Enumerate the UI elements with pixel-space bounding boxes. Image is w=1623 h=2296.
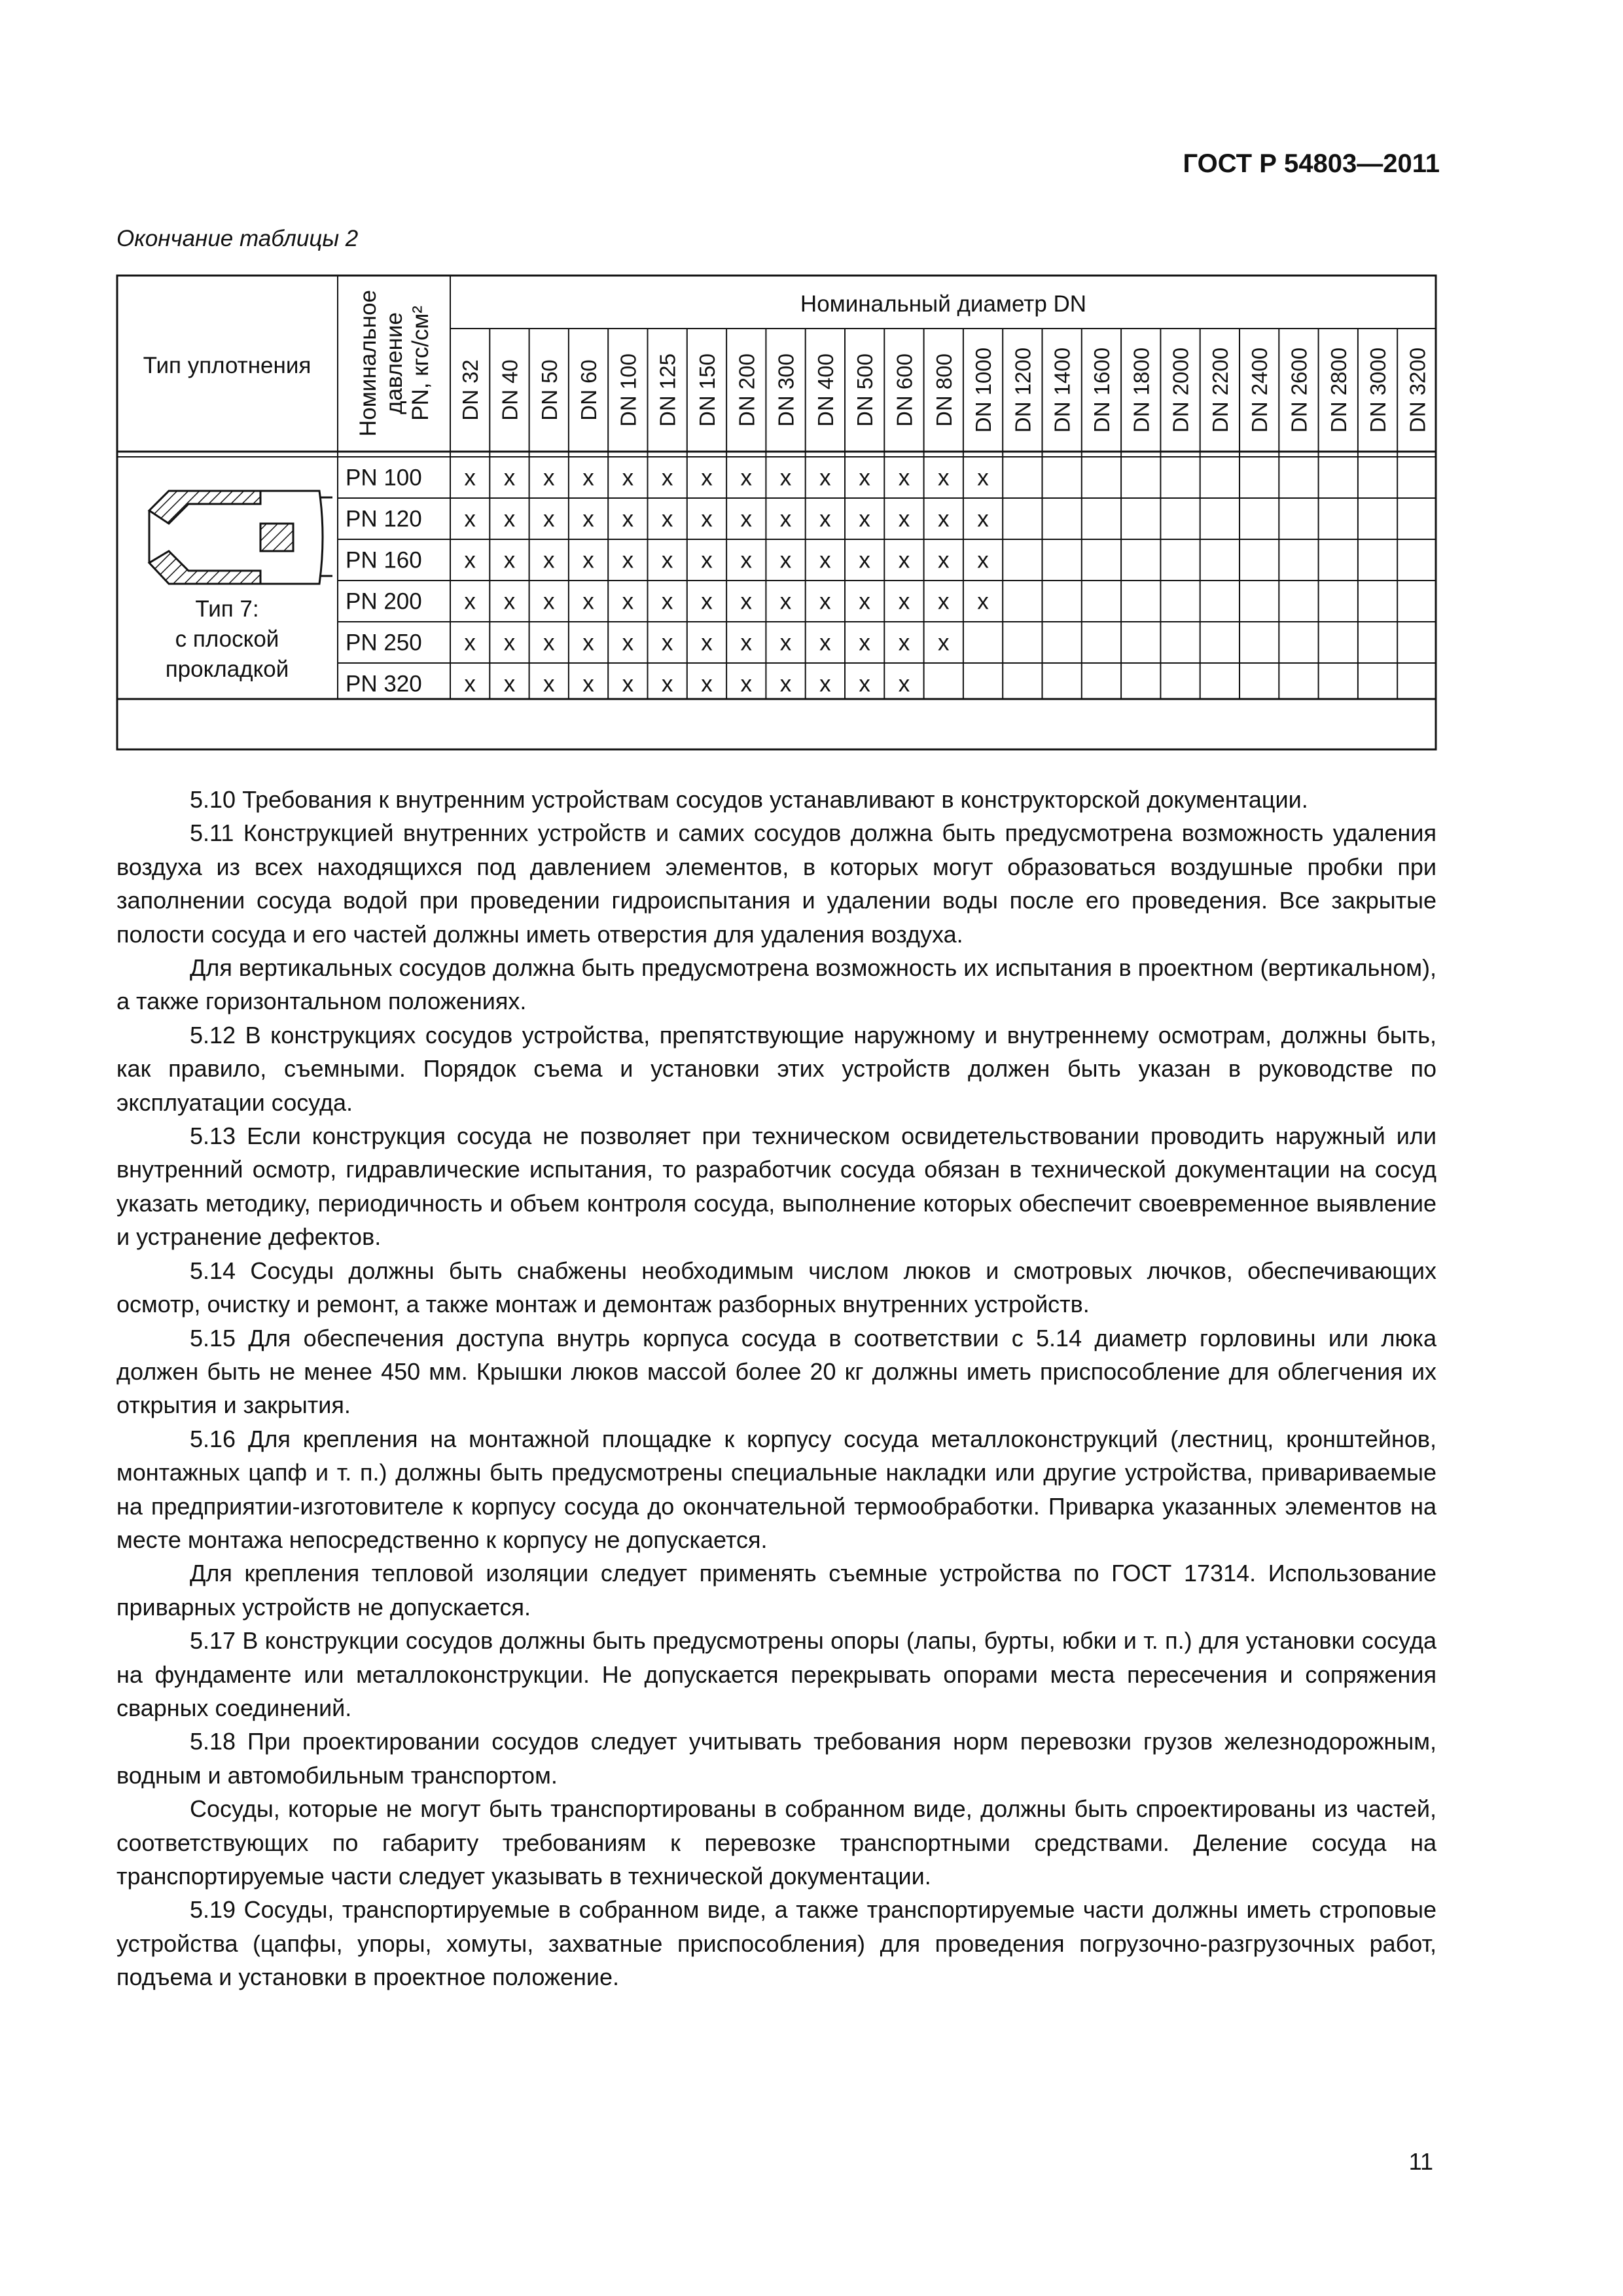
dn-column-header bbox=[1208, 348, 1232, 433]
dn-column-header bbox=[616, 353, 640, 427]
dn-label: DN 125 bbox=[655, 353, 680, 427]
seal-type-header: Тип уплотнения bbox=[143, 353, 312, 378]
dn-column-header bbox=[1405, 348, 1429, 433]
table-grid bbox=[116, 275, 1436, 750]
applicability-mark: x bbox=[701, 506, 713, 532]
applicability-mark: x bbox=[779, 547, 792, 573]
applicability-mark: x bbox=[701, 630, 713, 656]
applicability-mark: x bbox=[543, 671, 555, 697]
dn-label: DN 2000 bbox=[1168, 347, 1193, 433]
dn-label: DN 200 bbox=[734, 353, 759, 427]
dn-column-header bbox=[1327, 348, 1351, 433]
document-id: ГОСТ Р 54803—2011 bbox=[1183, 149, 1440, 178]
table-border bbox=[117, 276, 1436, 749]
pressure-header-line: PN, кгс/см² bbox=[408, 306, 433, 421]
applicability-mark: x bbox=[779, 506, 792, 532]
applicability-mark: x bbox=[938, 465, 950, 491]
paragraph: 5.10 Требования к внутренним устройствам сосудов устанавливают в конструкторской документации. bbox=[190, 786, 1308, 813]
applicability-mark: x bbox=[503, 588, 516, 615]
applicability-mark: x bbox=[779, 671, 792, 697]
applicability-mark: x bbox=[701, 465, 713, 491]
applicability-mark: x bbox=[582, 547, 594, 573]
paragraph: 5.13 Если конструкция сосуда не позволяет при техническом освидетельствовании проводить наружный или внутренний осмотр, гидравлические испытания, то разработчик сосуда обязан в технической документации на сосуд указать методику, периодичность и объем контроля сосуда, выполнение которых обеспечит своевременное выявление и устранение дефектов. bbox=[116, 1122, 1436, 1251]
applicability-mark: x bbox=[898, 588, 910, 615]
paragraph: 5.11 Конструкцией внутренних устройств и самих сосудов должна быть предусмотрена возможность удаления воздуха из всех находящихся под давлением элементов, в которых могут образоваться воздушные пробки при заполнении сосуда водой при проведении гидроиспытания и удалении воды после его проведения. Все закрытые полости сосуда и его частей должны иметь отверстия для удаления воздуха. bbox=[116, 819, 1436, 948]
dn-column-header bbox=[1247, 348, 1272, 433]
flat-gasket-drawing bbox=[149, 491, 332, 584]
applicability-mark: x bbox=[938, 506, 950, 532]
applicability-mark: x bbox=[503, 506, 516, 532]
applicability-mark: x bbox=[543, 588, 555, 615]
applicability-mark: x bbox=[661, 465, 673, 491]
dn-column-header bbox=[892, 353, 916, 427]
applicability-mark: x bbox=[740, 547, 752, 573]
dn-label: DN 1000 bbox=[971, 347, 996, 433]
dn-label: DN 1600 bbox=[1089, 347, 1114, 433]
applicability-mark: x bbox=[819, 630, 831, 656]
applicability-mark: x bbox=[622, 671, 634, 697]
seal-type-label: Тип 7: bbox=[195, 596, 259, 622]
pn-label: PN 200 bbox=[346, 588, 422, 615]
dn-label: DN 1800 bbox=[1129, 347, 1154, 433]
applicability-mark: x bbox=[464, 588, 476, 615]
dn-column-header bbox=[695, 353, 719, 427]
applicability-mark: x bbox=[819, 588, 831, 615]
applicability-mark: x bbox=[740, 671, 752, 697]
applicability-mark: x bbox=[977, 588, 989, 615]
dn-label: DN 600 bbox=[892, 353, 917, 427]
dn-label: DN 2400 bbox=[1247, 347, 1272, 433]
applicability-mark: x bbox=[740, 506, 752, 532]
table-caption: Окончание таблицы 2 bbox=[116, 226, 359, 251]
dn-label: DN 3200 bbox=[1405, 347, 1430, 433]
applicability-mark: x bbox=[622, 506, 634, 532]
applicability-mark: x bbox=[622, 547, 634, 573]
applicability-mark: x bbox=[859, 630, 870, 656]
applicability-mark: x bbox=[582, 671, 594, 697]
paragraph: 5.12 В конструкциях сосудов устройства, препятствующие наружному и внутреннему осмотрам, должны быть, как правило, съемными. Порядок съема и установки этих устройств должен быть указан в руководстве по эксплуатации сосуда. bbox=[116, 1021, 1436, 1116]
applicability-mark: x bbox=[464, 506, 476, 532]
applicability-mark: x bbox=[582, 630, 594, 656]
applicability-mark: x bbox=[740, 588, 752, 615]
applicability-mark: x bbox=[779, 465, 792, 491]
dn-column-header bbox=[734, 353, 758, 427]
applicability-mark: x bbox=[503, 671, 516, 697]
applicability-mark: x bbox=[779, 588, 792, 615]
pn-label: PN 320 bbox=[346, 671, 422, 697]
paragraph: Для крепления тепловой изоляции следует применять съемные устройства по ГОСТ 17314. Использование приварных устройств не допускается. bbox=[116, 1560, 1436, 1621]
pn-label: PN 250 bbox=[346, 630, 422, 656]
applicability-mark: x bbox=[464, 465, 476, 491]
pn-label: PN 120 bbox=[346, 506, 422, 532]
applicability-mark: x bbox=[661, 588, 673, 615]
pressure-header-line: Номинальное bbox=[355, 289, 381, 437]
applicability-mark: x bbox=[701, 671, 713, 697]
seal-type-label: прокладкой bbox=[165, 656, 289, 682]
applicability-mark: x bbox=[503, 630, 516, 656]
dn-column-header bbox=[971, 348, 995, 433]
applicability-mark: x bbox=[622, 588, 634, 615]
dn-label: DN 400 bbox=[813, 353, 838, 427]
applicability-mark: x bbox=[859, 547, 870, 573]
dn-label: DN 60 bbox=[577, 359, 601, 421]
dn-label: DN 800 bbox=[931, 353, 956, 427]
paragraph: 5.15 Для обеспечения доступа внутрь корпуса сосуда в соответствии с 5.14 диаметр горловины или люка должен быть не менее 450 мм. Крышки люков массой более 20 кг должны иметь приспособление для облегчения их открытия и закрытия. bbox=[116, 1324, 1436, 1419]
shell-upper bbox=[149, 491, 260, 524]
paragraph: 5.14 Сосуды должны быть снабжены необходимым числом люков и смотровых лючков, обеспечивающих осмотр, очистку и ремонт, а также монтаж и демонтаж разборных внутренних устройств. bbox=[116, 1257, 1436, 1318]
dn-label: DN 3000 bbox=[1366, 347, 1391, 433]
dn-label: DN 150 bbox=[694, 353, 719, 427]
dn-column-header bbox=[1129, 348, 1153, 433]
applicability-mark: x bbox=[779, 630, 792, 656]
applicability-mark: x bbox=[543, 547, 555, 573]
dn-column-header bbox=[853, 353, 877, 427]
dn-label: DN 1200 bbox=[1010, 347, 1035, 433]
dn-label: DN 2200 bbox=[1207, 347, 1232, 433]
applicability-mark: x bbox=[701, 547, 713, 573]
applicability-mark: x bbox=[543, 630, 555, 656]
applicability-mark: x bbox=[859, 465, 870, 491]
applicability-mark: x bbox=[464, 547, 476, 573]
dn-label: DN 300 bbox=[774, 353, 798, 427]
applicability-mark: x bbox=[938, 630, 950, 656]
applicability-mark: x bbox=[898, 547, 910, 573]
paragraph: Для вертикальных сосудов должна быть предусмотрена возможность их испытания в проектном (вертикальном), а также горизонтальном положениях. bbox=[116, 954, 1436, 1015]
dn-column-header bbox=[774, 353, 798, 427]
dn-column-header bbox=[1287, 348, 1311, 433]
applicability-mark: x bbox=[701, 588, 713, 615]
shell-lower bbox=[149, 551, 260, 584]
applicability-mark: x bbox=[898, 630, 910, 656]
paragraph: Сосуды, которые не могут быть транспортированы в собранном виде, должны быть спроектированы из частей, соответствующих по габариту требованиям к перевозке транспортными средствами. Деление сосуда на транспортируемые части следует указывать в технической документации. bbox=[116, 1795, 1436, 1890]
applicability-mark: x bbox=[582, 588, 594, 615]
pn-label: PN 100 bbox=[346, 465, 422, 491]
dn-label: DN 2800 bbox=[1326, 347, 1351, 433]
paragraph: 5.18 При проектировании сосудов следует учитывать требования норм перевозки грузов железнодорожным, водным и автомобильным транспортом. bbox=[116, 1728, 1436, 1789]
applicability-mark: x bbox=[543, 506, 555, 532]
applicability-mark: x bbox=[977, 547, 989, 573]
applicability-mark: x bbox=[661, 630, 673, 656]
paragraph: 5.19 Сосуды, транспортируемые в собранном виде, а также транспортируемые части должны иметь строповые устройства (цапфы, упоры, хомуты, захватные приспособления) для проведения погрузочно-разгрузочных работ, подъема и установки в проектное положение. bbox=[116, 1896, 1436, 1991]
applicability-mark: x bbox=[898, 506, 910, 532]
dn-column-header bbox=[577, 359, 601, 421]
applicability-mark: x bbox=[977, 465, 989, 491]
applicability-mark: x bbox=[859, 588, 870, 615]
dn-column-header bbox=[656, 353, 680, 427]
dn-label: DN 50 bbox=[537, 359, 562, 421]
dn-label: DN 1400 bbox=[1050, 347, 1075, 433]
applicability-mark: x bbox=[977, 506, 989, 532]
dn-label: DN 100 bbox=[616, 353, 641, 427]
dn-column-header bbox=[1366, 348, 1390, 433]
dn-label: DN 32 bbox=[458, 359, 483, 421]
applicability-mark: x bbox=[622, 630, 634, 656]
applicability-mark: x bbox=[819, 506, 831, 532]
applicability-mark: x bbox=[859, 671, 870, 697]
applicability-mark: x bbox=[503, 465, 516, 491]
applicability-mark: x bbox=[938, 547, 950, 573]
dn-column-header bbox=[1090, 348, 1114, 433]
applicability-mark: x bbox=[740, 465, 752, 491]
dn-column-header bbox=[932, 353, 956, 427]
pressure-header-line: давление bbox=[382, 312, 407, 414]
applicability-mark: x bbox=[622, 465, 634, 491]
dn-column-header bbox=[1169, 348, 1193, 433]
gasket bbox=[260, 524, 293, 551]
dn-column-header bbox=[1050, 348, 1075, 433]
paragraph: 5.16 Для крепления на монтажной площадке к корпусу сосуда металлоконструкций (лестниц, кронштейнов, монтажных цапф и т. п.) должны быть предусмотрены специальные накладки или другие устройства, привариваемые на предприятии-изготовителе к корпусу сосуда до окончательной термообработки. Приварка указанных элементов на месте монтажа непосредственно к корпусу не допускается. bbox=[116, 1425, 1436, 1553]
dn-column-header bbox=[537, 359, 562, 421]
applicability-mark: x bbox=[464, 630, 476, 656]
pressure-header bbox=[355, 290, 433, 437]
applicability-mark: x bbox=[582, 506, 594, 532]
dn-label: DN 40 bbox=[497, 359, 522, 421]
applicability-mark: x bbox=[859, 506, 870, 532]
applicability-mark: x bbox=[819, 671, 831, 697]
dn-label: DN 2600 bbox=[1287, 347, 1311, 433]
applicability-mark: x bbox=[543, 465, 555, 491]
dn-column-header bbox=[1010, 348, 1035, 433]
applicability-mark: x bbox=[819, 547, 831, 573]
dn-column-header bbox=[497, 359, 522, 421]
applicability-mark: x bbox=[661, 506, 673, 532]
applicability-mark: x bbox=[582, 465, 594, 491]
applicability-mark: x bbox=[740, 630, 752, 656]
dn-label: DN 500 bbox=[853, 353, 878, 427]
applicability-mark: x bbox=[898, 671, 910, 697]
pn-label: PN 160 bbox=[346, 547, 422, 573]
body-text bbox=[116, 783, 1436, 1994]
applicability-mark: x bbox=[898, 465, 910, 491]
dn-column-header bbox=[813, 353, 838, 427]
applicability-mark: x bbox=[661, 547, 673, 573]
page-number: 11 bbox=[1408, 2148, 1433, 2175]
applicability-mark: x bbox=[938, 588, 950, 615]
paragraph: 5.17 В конструкции сосудов должны быть предусмотрены опоры (лапы, бурты, юбки и т. п.) для установки сосуда на фундаменте или металлоконструкции. Не допускается перекрывать опорами места пересечения и сопряжения сварных соединений. bbox=[116, 1627, 1436, 1721]
seal-type-label: с плоской bbox=[175, 626, 279, 652]
dn-group-header: Номинальный диаметр DN bbox=[800, 291, 1087, 317]
applicability-mark: x bbox=[819, 465, 831, 491]
compatibility-table bbox=[116, 275, 1436, 750]
applicability-mark: x bbox=[661, 671, 673, 697]
applicability-mark: x bbox=[464, 671, 476, 697]
dn-column-header bbox=[458, 359, 482, 421]
applicability-mark: x bbox=[503, 547, 516, 573]
